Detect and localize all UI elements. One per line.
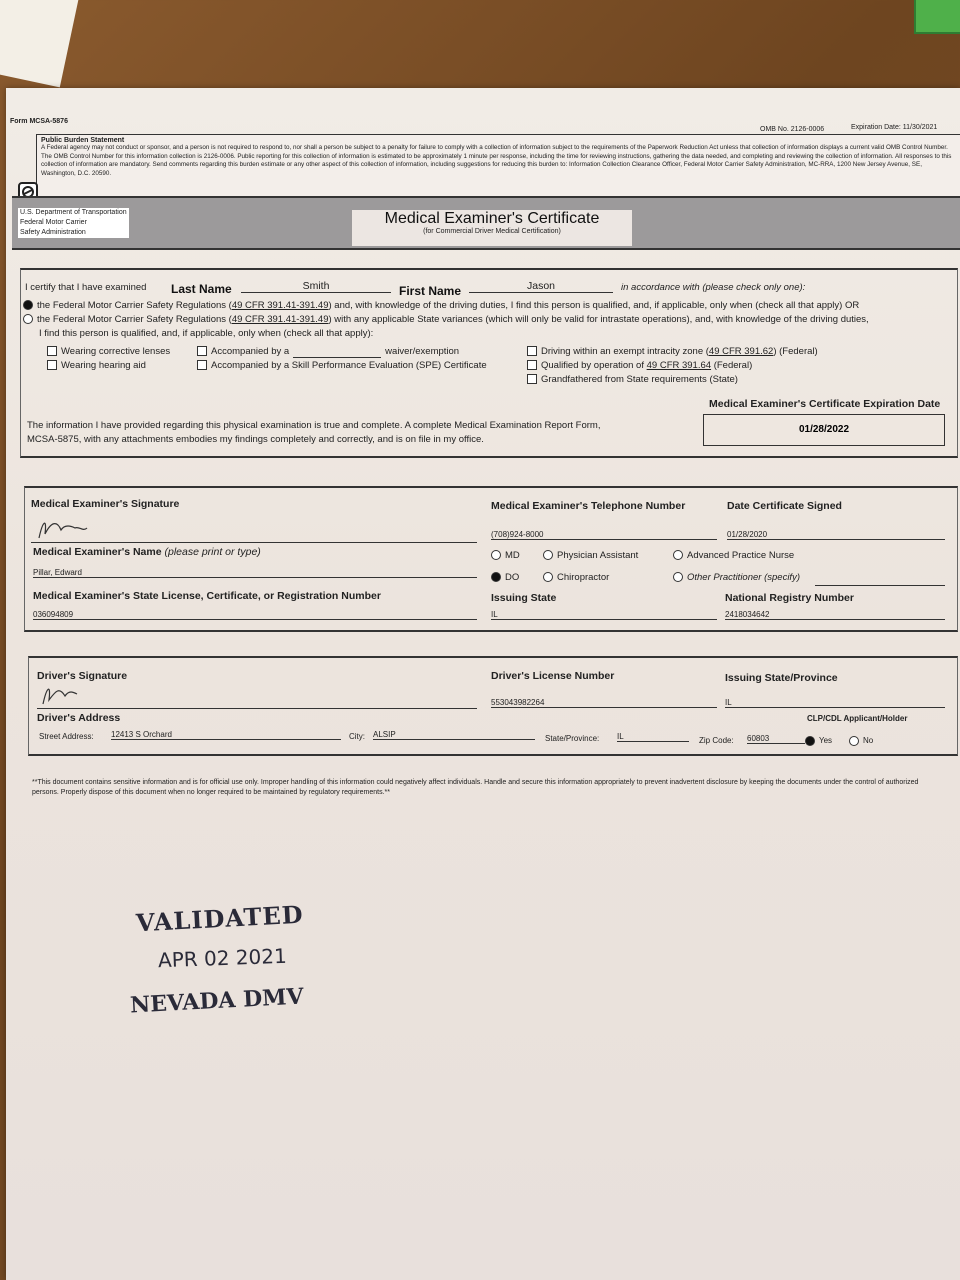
cert-intro: I certify that I have examined bbox=[25, 282, 147, 293]
street-label: Street Address: bbox=[39, 732, 94, 741]
label: waiver/exemption bbox=[385, 346, 460, 357]
option-2-post: ) with any applicable State variances (which will only be valid for intrastate operations), and, with knowledge of the driving duties, bbox=[328, 314, 869, 325]
radio-md[interactable] bbox=[491, 550, 520, 561]
certificate-paper bbox=[6, 88, 960, 1280]
driver-signature-field[interactable] bbox=[37, 682, 477, 709]
agency-line-1: U.S. Department of Transportation bbox=[20, 209, 127, 216]
examiner-signature-field[interactable] bbox=[31, 514, 477, 543]
expiration-label: Medical Examiner's Certificate Expiration Date bbox=[709, 398, 941, 410]
province-field[interactable]: IL bbox=[617, 732, 689, 742]
label: Other Practitioner (specify) bbox=[687, 572, 800, 583]
statement-line-1: The information I have provided regarding this physical examination is true and complete. A complete Medical Examination Report Form, bbox=[27, 420, 601, 431]
label: Wearing corrective lenses bbox=[61, 346, 171, 357]
clp-label: CLP/CDL Applicant/Holder bbox=[807, 714, 908, 723]
agency-line-3: Safety Administration bbox=[20, 229, 86, 236]
label: (Federal) bbox=[711, 360, 753, 371]
radio-pa[interactable] bbox=[543, 550, 638, 561]
date-signed-label: Date Certificate Signed bbox=[727, 500, 842, 512]
radio-icon[interactable] bbox=[543, 572, 553, 582]
examiner-signature-label: Medical Examiner's Signature bbox=[31, 498, 180, 510]
license-field[interactable]: 036094809 bbox=[33, 610, 477, 620]
zip-label: Zip Code: bbox=[699, 736, 734, 745]
last-name-label: Last Name bbox=[171, 282, 232, 296]
examiner-section bbox=[24, 486, 958, 632]
driver-state-field[interactable]: IL bbox=[725, 698, 945, 708]
stamp-nevada-dmv: NEVADA DMV bbox=[129, 983, 305, 1019]
examiner-name-label bbox=[33, 546, 261, 558]
burden-text: A Federal agency may not conduct or sponsor, and a person is not required to respond to, nor shall a person be subject to a penalty for failure to comply with a collection of information subject to the requirements of the Paperwork Reduction Act unless that collection of information displays a current valid OMB Control Number. The OMB Control Number for this information collection is 2126-0006. Public reporting for this collection of information is estimated to be approximately 1 minute per response, including the time for reviewing instructions, gathering the data needed, and completing and reviewing the collection of information. All responses to this collection of information are mandatory. Send comments regarding this burden estimate or any other aspect of this collection of information, including suggestions for reducing this burden to: Information Collection Clearance Officer, Federal Motor Carrier Safety Administration, MC-RRA, 1200 New Jersey Avenue, SE, Washington, D.C. 20590. bbox=[41, 144, 952, 177]
operation-link[interactable]: 49 CFR 391.64 bbox=[646, 360, 712, 371]
radio-icon[interactable] bbox=[673, 550, 683, 560]
examiner-phone-label: Medical Examiner's Telephone Number bbox=[491, 500, 686, 512]
label: Chiropractor bbox=[557, 572, 610, 583]
form-number: Form MCSA-5876 bbox=[10, 118, 68, 125]
agency-line-2: Federal Motor Carrier bbox=[20, 219, 87, 226]
label: Wearing hearing aid bbox=[61, 360, 146, 371]
driver-signature-scribble bbox=[37, 682, 97, 708]
examiner-signature-scribble bbox=[31, 514, 111, 542]
issuing-state-field[interactable]: IL bbox=[491, 610, 717, 620]
street-field[interactable]: 12413 S Orchard bbox=[111, 730, 341, 740]
option-1[interactable] bbox=[23, 300, 859, 311]
checkbox-grandfathered[interactable] bbox=[527, 374, 738, 385]
intracity-link[interactable]: 49 CFR 391.62 bbox=[708, 346, 774, 357]
certification-section bbox=[20, 268, 958, 458]
agency-block bbox=[18, 208, 129, 238]
radio-yes[interactable] bbox=[805, 736, 832, 746]
radio-apn[interactable] bbox=[673, 550, 794, 561]
driver-license-label: Driver's License Number bbox=[491, 670, 615, 682]
checkbox-icon[interactable] bbox=[197, 360, 207, 370]
radio-do[interactable] bbox=[491, 572, 519, 583]
radio-other[interactable] bbox=[673, 572, 800, 583]
province-label: State/Province: bbox=[545, 734, 600, 743]
checkbox-icon[interactable] bbox=[197, 346, 207, 356]
label: Qualified by operation of bbox=[541, 360, 647, 371]
label: Grandfathered from State requirements (State) bbox=[541, 374, 738, 385]
label: ) (Federal) bbox=[773, 346, 818, 357]
label: Physician Assistant bbox=[557, 550, 639, 561]
label: Yes bbox=[819, 736, 833, 746]
first-name-field[interactable]: Jason bbox=[469, 280, 613, 293]
label: Driving within an exempt intracity zone ( bbox=[541, 346, 709, 357]
checkbox-corrective-lenses[interactable] bbox=[47, 346, 170, 357]
registry-label: National Registry Number bbox=[725, 592, 854, 604]
accordance-text: in accordance with (please check only one): bbox=[621, 282, 806, 293]
public-burden-box bbox=[36, 134, 960, 198]
registry-field[interactable]: 2418034642 bbox=[725, 610, 945, 620]
city-label: City: bbox=[349, 732, 365, 741]
accompanied-blank[interactable] bbox=[293, 346, 381, 358]
checkbox-icon[interactable] bbox=[47, 360, 57, 370]
radio-icon[interactable] bbox=[805, 736, 815, 746]
sensitive-info-note: **This document contains sensitive information and is for official use only. Improper handling of this information could negatively affect individuals. Handle and secure this information appropriately to prevent inadvertent disclosure by keeping the documents under the control of authorized persons. Properly dispose of this document when no longer required to be maintained by regulatory requirements.** bbox=[32, 779, 919, 796]
option-1-post: ) and, with knowledge of the driving duties, I find this person is qualified, and, if applicable, only when (check all that apply) OR bbox=[328, 300, 860, 311]
label: DO bbox=[505, 572, 520, 583]
label: MD bbox=[505, 550, 520, 561]
radio-no[interactable] bbox=[849, 736, 873, 746]
checkbox-operation[interactable] bbox=[527, 360, 752, 371]
examiner-name-hint: (please print or type) bbox=[164, 546, 261, 558]
label: Accompanied by a bbox=[211, 346, 290, 357]
radio-icon[interactable] bbox=[673, 572, 683, 582]
date-signed-field[interactable]: 01/28/2020 bbox=[727, 530, 945, 540]
radio-icon[interactable] bbox=[491, 572, 501, 582]
option-1-pre: the Federal Motor Carrier Safety Regulations ( bbox=[37, 300, 232, 311]
examiner-phone-field[interactable]: (708)924-8000 bbox=[491, 530, 717, 540]
checkbox-icon[interactable] bbox=[527, 346, 537, 356]
option-2-link[interactable]: 49 CFR 391.41-391.49 bbox=[231, 314, 329, 325]
form-expiration: Expiration Date: 11/30/2021 bbox=[851, 124, 938, 131]
last-name-field[interactable]: Smith bbox=[241, 280, 391, 293]
license-label: Medical Examiner's State License, Certificate, or Registration Number bbox=[33, 590, 381, 602]
radio-icon[interactable] bbox=[491, 550, 501, 560]
page-title: Medical Examiner's Certificate bbox=[384, 210, 600, 227]
background-green-object bbox=[914, 0, 960, 34]
driver-signature-label: Driver's Signature bbox=[37, 670, 128, 682]
background-card bbox=[0, 0, 78, 87]
checkbox-accompanied[interactable] bbox=[197, 346, 459, 358]
checkbox-intracity[interactable] bbox=[527, 346, 818, 357]
other-practitioner-blank[interactable] bbox=[815, 584, 945, 586]
driver-state-label: Issuing State/Province bbox=[725, 672, 838, 684]
city-field[interactable]: ALSIP bbox=[373, 730, 535, 740]
examiner-name-field[interactable]: Pillar, Edward bbox=[33, 568, 477, 578]
statement-line-2: MCSA-5875, with any attachments embodies my findings completely and correctly, and is on file in my office. bbox=[27, 434, 484, 445]
label: Accompanied by a Skill Performance Evaluation (SPE) Certificate bbox=[211, 360, 487, 371]
stamp-validated: VALIDATED bbox=[135, 899, 305, 938]
label: No bbox=[863, 736, 874, 746]
first-name-label: First Name bbox=[399, 284, 462, 298]
page-subtitle: (for Commercial Driver Medical Certification) bbox=[423, 228, 561, 235]
option-2-radio[interactable] bbox=[23, 314, 33, 324]
radio-icon[interactable] bbox=[849, 736, 859, 746]
option-1-radio[interactable] bbox=[23, 300, 33, 310]
checkbox-icon[interactable] bbox=[47, 346, 57, 356]
header-bar bbox=[12, 196, 960, 250]
driver-address-label: Driver's Address bbox=[37, 712, 121, 724]
issuing-state-label: Issuing State bbox=[491, 592, 557, 604]
option-2-line-2: I find this person is qualified, and, if applicable, only when (check all that apply): bbox=[39, 328, 374, 339]
examiner-name-label-text: Medical Examiner's Name bbox=[33, 546, 162, 558]
checkbox-hearing-aid[interactable] bbox=[47, 360, 146, 371]
title-block bbox=[352, 210, 632, 246]
checkbox-icon[interactable] bbox=[527, 360, 537, 370]
option-2-pre: the Federal Motor Carrier Safety Regulations ( bbox=[37, 314, 232, 325]
driver-license-field[interactable]: 553043982264 bbox=[491, 698, 717, 708]
radio-chiropractor[interactable] bbox=[543, 572, 609, 583]
checkbox-icon[interactable] bbox=[527, 374, 537, 384]
zip-field[interactable]: 60803 bbox=[747, 734, 805, 744]
expiration-date-field[interactable]: 01/28/2022 bbox=[703, 414, 945, 446]
stamp-date: APR 02 2021 bbox=[157, 943, 288, 973]
burden-title: Public Burden Statement bbox=[41, 137, 125, 144]
option-1-link[interactable]: 49 CFR 391.41-391.49 bbox=[231, 300, 329, 311]
label: Advanced Practice Nurse bbox=[687, 550, 795, 561]
checkbox-spe[interactable] bbox=[197, 360, 487, 371]
option-2[interactable] bbox=[23, 314, 869, 325]
omb-number: OMB No. 2126-0006 bbox=[760, 126, 825, 133]
radio-icon[interactable] bbox=[543, 550, 553, 560]
driver-section bbox=[28, 656, 958, 756]
